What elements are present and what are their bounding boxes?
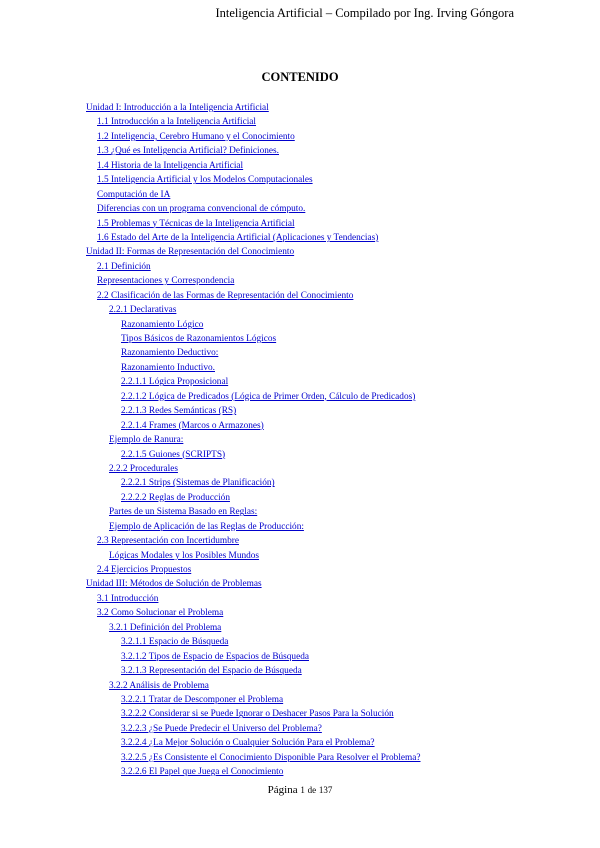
toc-link[interactable]: Razonamiento Deductivo: xyxy=(121,348,219,359)
toc-entry xyxy=(0,736,600,750)
toc-entry xyxy=(0,303,600,317)
toc-entry xyxy=(0,476,600,490)
toc-link[interactable]: Diferencias con un programa convencional de cómputo. xyxy=(97,204,306,215)
toc-link[interactable]: Ejemplo de Aplicación de las Reglas de Producción: xyxy=(109,521,304,532)
toc-link[interactable]: 2.2.1.2 Lógica de Predicados (Lógica de Primer Orden, Cálculo de Predicados) xyxy=(121,391,416,402)
toc-entry xyxy=(0,390,600,404)
toc-link[interactable]: 2.2.1.5 Guiones (SCRIPTS) xyxy=(121,449,226,460)
toc-link[interactable]: 1.5 Inteligencia Artificial y los Modelos Computacionales xyxy=(97,175,313,186)
toc-entry xyxy=(0,650,600,664)
toc-entry xyxy=(0,693,600,707)
toc-entry xyxy=(0,217,600,231)
page-footer xyxy=(0,784,600,796)
toc-link[interactable]: 2.3 Representación con Incertidumbre xyxy=(97,536,239,547)
toc-entry xyxy=(0,361,600,375)
toc-link[interactable]: 3.2.2.6 El Papel que Juega el Conocimiento xyxy=(121,767,284,778)
toc-link[interactable]: Lógicas Modales y los Posibles Mundos xyxy=(109,550,260,561)
toc-link[interactable]: 2.1 Definición xyxy=(97,261,151,272)
toc-entry xyxy=(0,751,600,765)
toc-entry xyxy=(0,707,600,721)
toc-link[interactable]: 3.2.2.3 ¿Se Puede Predecir el Universo del Problema? xyxy=(121,723,322,734)
toc-link[interactable]: Razonamiento Lógico xyxy=(121,319,204,330)
toc-entry xyxy=(0,245,600,259)
toc-entry xyxy=(0,621,600,635)
toc-link[interactable]: 2.2.1.4 Frames (Marcos o Armazones) xyxy=(121,420,264,431)
toc-link[interactable]: Computación de IA xyxy=(97,189,171,200)
toc-link[interactable]: 2.2.2 Procedurales xyxy=(109,463,178,474)
toc-entry xyxy=(0,563,600,577)
toc-entry xyxy=(0,635,600,649)
toc-entry xyxy=(0,765,600,779)
running-header: Inteligencia Artificial – Compilado por Ing. Irving Góngora xyxy=(215,6,514,20)
toc-entry xyxy=(0,679,600,693)
page-of-label: de xyxy=(307,785,317,795)
toc-link[interactable]: 2.2.1 Declarativas xyxy=(109,305,177,316)
toc-link[interactable]: Unidad II: Formas de Representación del Conocimiento xyxy=(86,247,295,258)
toc-link[interactable]: 1.3 ¿Qué es Inteligencia Artificial? Definiciones. xyxy=(97,146,279,157)
toc-link[interactable]: 3.2.2.2 Considerar si se Puede Ignorar o Deshacer Pasos Para la Solución xyxy=(121,709,394,720)
toc-link[interactable]: 2.2 Clasificación de las Formas de Representación del Conocimiento xyxy=(97,290,354,301)
toc-link[interactable]: 1.4 Historia de la Inteligencia Artificial xyxy=(97,160,244,171)
toc-link[interactable]: Partes de un Sistema Basado en Reglas: xyxy=(109,507,258,518)
toc-link[interactable]: 2.4 Ejercicios Propuestos xyxy=(97,565,192,575)
toc-entry xyxy=(0,448,600,462)
toc-entry xyxy=(0,318,600,332)
toc-entry xyxy=(0,289,600,303)
toc-link[interactable]: Unidad I: Introducción a la Inteligencia Artificial xyxy=(86,103,269,113)
toc-entry xyxy=(0,173,600,187)
toc-link[interactable]: 1.1 Introducción a la Inteligencia Artificial xyxy=(97,117,257,128)
toc-link[interactable]: 3.2.1.3 Representación del Espacio de Búsqueda xyxy=(121,666,302,677)
toc-link[interactable]: 3.2.1 Definición del Problema xyxy=(109,622,222,633)
toc-entry xyxy=(0,433,600,447)
toc-link[interactable]: 1.5 Problemas y Técnicas de la Inteligencia Artificial xyxy=(97,218,295,229)
toc-entry xyxy=(0,188,600,202)
toc-entry xyxy=(0,101,600,115)
toc-entry xyxy=(0,606,600,620)
toc-link[interactable]: 2.2.1.3 Redes Semánticas (RS) xyxy=(121,406,237,417)
toc-link[interactable]: 3.2.2.4 ¿La Mejor Solución o Cualquier Solución Para el Problema? xyxy=(121,738,375,749)
toc-link[interactable]: 2.2.2.1 Strips (Sistemas de Planificación) xyxy=(121,478,275,489)
toc-link[interactable]: 3.1 Introducción xyxy=(97,593,159,604)
toc-entry xyxy=(0,722,600,736)
toc-link[interactable]: 3.2.1.2 Tipos de Espacio de Espacios de Búsqueda xyxy=(121,651,309,662)
current-page-number: 1 xyxy=(300,785,305,795)
toc-entry xyxy=(0,202,600,216)
toc-entry xyxy=(0,260,600,274)
toc-entry xyxy=(0,577,600,591)
toc-entry xyxy=(0,130,600,144)
toc-link[interactable]: 3.2.2 Análisis de Problema xyxy=(109,680,209,691)
toc-link[interactable]: Unidad III: Métodos de Solución de Problemas xyxy=(86,579,262,590)
toc-link[interactable]: Ejemplo de Ranura: xyxy=(109,435,184,446)
toc-entry xyxy=(0,592,600,606)
toc-entry xyxy=(0,144,600,158)
table-of-contents xyxy=(0,101,600,780)
toc-link[interactable]: 2.2.2.2 Reglas de Producción xyxy=(121,492,230,503)
toc-link[interactable]: Razonamiento Inductivo. xyxy=(121,362,215,373)
toc-entry xyxy=(0,375,600,389)
toc-entry xyxy=(0,115,600,129)
toc-link[interactable]: 2.2.1.1 Lógica Proposicional xyxy=(121,377,229,388)
toc-link[interactable]: 3.2 Como Solucionar el Problema xyxy=(97,608,224,619)
toc-entry xyxy=(0,664,600,678)
toc-link[interactable]: Tipos Básicos de Razonamientos Lógicos xyxy=(121,334,277,344)
page-title: CONTENIDO xyxy=(261,70,339,84)
toc-entry xyxy=(0,534,600,548)
toc-link[interactable]: Representaciones y Correspondencia xyxy=(97,276,235,287)
toc-link[interactable]: 1.2 Inteligencia, Cerebro Humano y el Conocimiento xyxy=(97,131,295,142)
toc-entry xyxy=(0,491,600,505)
toc-entry xyxy=(0,274,600,288)
toc-link[interactable]: 3.2.2.5 ¿Es Consistente el Conocimiento Disponible Para Resolver el Problema? xyxy=(121,752,421,763)
toc-entry xyxy=(0,520,600,534)
total-pages: 137 xyxy=(318,785,333,795)
page-label: Página xyxy=(267,784,298,796)
toc-link[interactable]: 3.2.1.1 Espacio de Búsqueda xyxy=(121,637,229,648)
toc-link[interactable]: 3.2.2.1 Tratar de Descomponer el Problema xyxy=(121,694,284,705)
toc-entry xyxy=(0,419,600,433)
toc-entry xyxy=(0,332,600,346)
toc-entry xyxy=(0,505,600,519)
toc-entry xyxy=(0,462,600,476)
toc-link[interactable]: 1.6 Estado del Arte de la Inteligencia Artificial (Aplicaciones y Tendencias) xyxy=(97,232,379,243)
toc-entry xyxy=(0,346,600,360)
toc-entry xyxy=(0,231,600,245)
toc-entry xyxy=(0,404,600,418)
toc-entry xyxy=(0,549,600,563)
toc-entry xyxy=(0,159,600,173)
